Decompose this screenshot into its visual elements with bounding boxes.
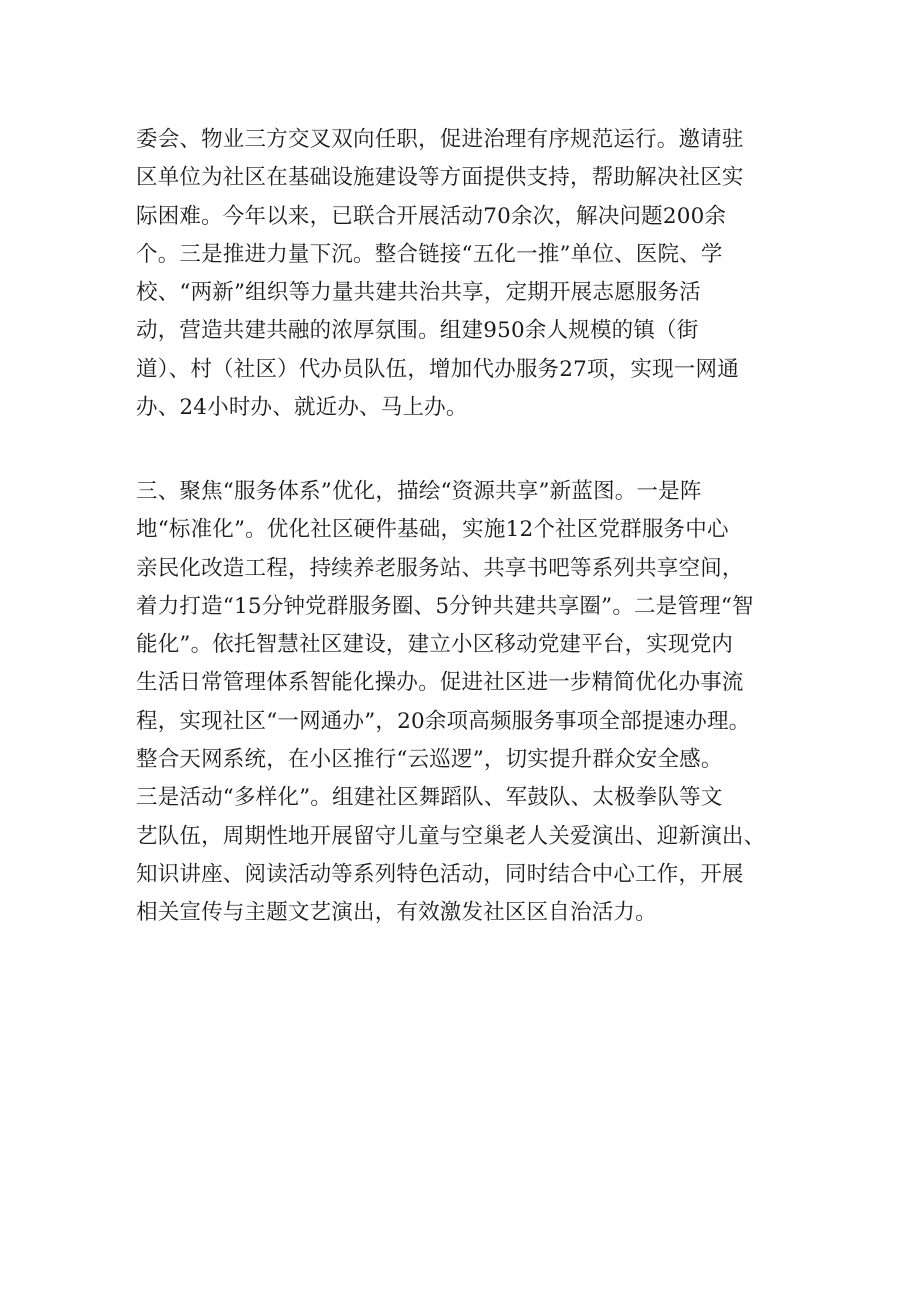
text-line: 生活日常管理体系智能化操办。促进社区进一步精简优化办事流 bbox=[136, 670, 744, 696]
text-line: 三是活动“多样化”。组建社区舞蹈队、军鼓队、太极拳队等文 bbox=[136, 785, 723, 811]
text-line: 地“标准化”。优化社区硬件基础，实施12个社区党群服务中心 bbox=[136, 517, 729, 543]
text-line: 三、聚焦“服务体系”优化，描绘“资源共享”新蓝图。一是阵 bbox=[136, 479, 702, 504]
text-line: 能化”。依托智慧社区建设，建立小区移动党建平台，实现党内 bbox=[136, 632, 734, 658]
text-line: 整合天网系统，在小区推行“云巡逻”，切实提升群众安全感。 bbox=[136, 747, 723, 773]
text-line: 个。三是推进力量下沉。整合链接“五化一推”单位、医院、学 bbox=[136, 241, 723, 267]
text-line: 委会、物业三方交叉双向任职，促进治理有序规范运行。邀请驻 bbox=[136, 127, 744, 152]
text-line: 知识讲座、阅读活动等系列特色活动，同时结合中心工作，开展 bbox=[136, 861, 744, 887]
text-line: 亲民化改造工程，持续养老服务站、共享书吧等系列共享空间， bbox=[136, 555, 744, 581]
text-line: 艺队伍，周期性地开展留守儿童与空巢老人关爱演出、迎新演出、 bbox=[136, 823, 766, 849]
text-line: 区单位为社区在基础设施建设等方面提供支持，帮助解决社区实 bbox=[136, 165, 744, 191]
text-line: 际困难。今年以来，已联合开展活动70余次，解决问题200余 bbox=[136, 203, 727, 229]
text-line: 道）、村（社区）代办员队伍，增加代办服务27项，实现一网通 bbox=[136, 356, 739, 382]
text-line: 相关宣传与主题文艺演出，有效激发社区区自治活力。 bbox=[136, 900, 657, 926]
text-line: 着力打造“15分钟党群服务圈、5分钟共建共享圈”。二是管理“智 bbox=[136, 593, 754, 619]
paragraph-2 bbox=[136, 473, 796, 933]
text-line: 动，营造共建共融的浓厚氛围。组建950余人规模的镇（街 bbox=[136, 318, 699, 344]
text-line: 校、“两新”组织等力量共建共治共享，定期开展志愿服务活 bbox=[136, 280, 701, 306]
paragraph-1 bbox=[136, 121, 796, 427]
text-line: 办、24小时办、就近办、马上办。 bbox=[136, 395, 468, 421]
text-line: 程，实现社区“一网通办”，20余项高频服务事项全部提速办理。 bbox=[136, 708, 751, 734]
